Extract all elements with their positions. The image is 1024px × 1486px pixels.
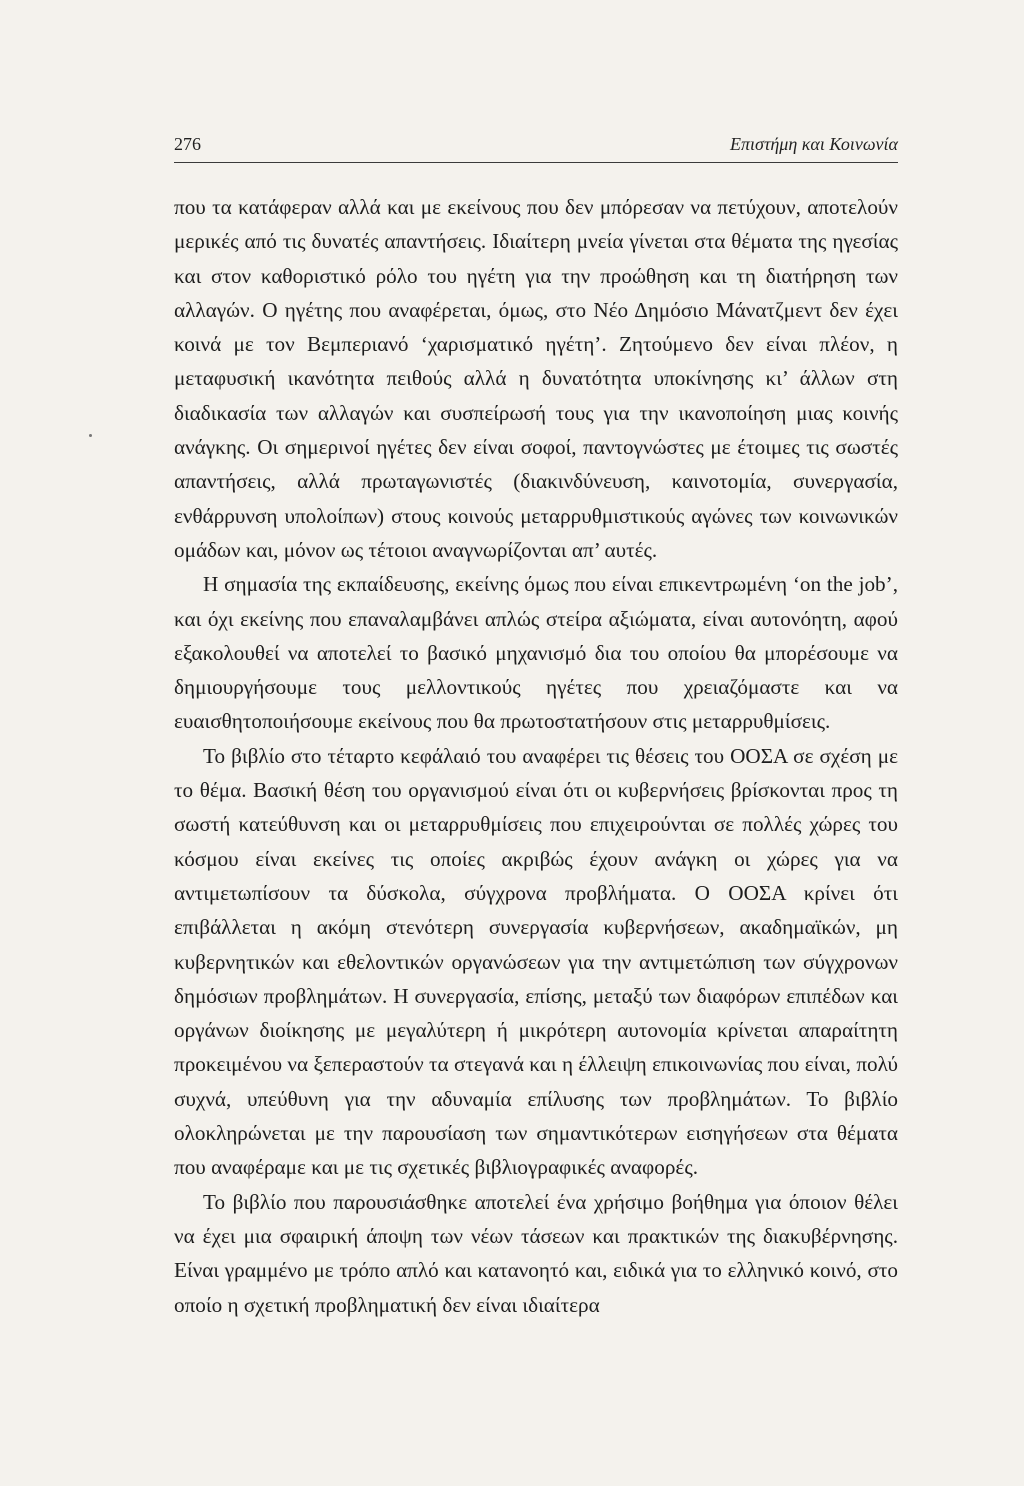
paragraph-1: που τα κατάφεραν αλλά και με εκείνους που δεν μπόρεσαν να πετύχουν, αποτελούν μερικές από τις δυνατές απαντήσεις. Ιδιαίτερη μνεία γίνεται στα θέματα της ηγεσίας και στον καθοριστικό ρόλο του ηγέτη για την προώθηση και τη διατήρηση των αλλαγών. Ο ηγέτης που αναφέρεται, όμως, στο Νέο Δημόσιο Μάνατζμεντ δεν έχει κοινά με τον Βεμπεριανό ‘χαρισματικό ηγέτη’. Ζητούμενο δεν είναι πλέον, η μεταφυσική ικανότητα πειθούς αλλά η δυνατότητα υποκίνησης κι’ άλλων στη διαδικασία των αλλαγών και συσπείρωσή τους για την ικανοποίηση μιας κοινής ανάγκης. Οι σημερινοί ηγέτες δεν είναι σοφοί, παντογνώστες με έτοιμες τις σωστές απαντήσεις, αλλά πρωταγωνιστές (διακινδύνευση, καινοτομία, συνεργασία, ενθάρρυνση υπολοίπων) στους κοινούς μεταρρυθμιστικούς αγώνες των κοινωνικών ομάδων και, μόνον ως τέτοιοι αναγνωρίζονται απ’ αυτές. xyxy=(174,195,898,562)
paragraph-3: Το βιβλίο στο τέταρτο κεφάλαιό του αναφέρει τις θέσεις του ΟΟΣΑ σε σχέση με το θέμα. Βασική θέση του οργανισμού είναι ότι οι κυβερνήσεις βρίσκονται προς τη σωστή κατεύθυνση και οι μεταρρυθμίσεις που επιχειρούνται σε πολλές χώρες του κόσμου είναι εκείνες τις οποίες ακριβώς έχουν ανάγκη οι χώρες για να αντιμετωπίσουν τα δύσκολα, σύγχρονα προβλήματα. Ο ΟΟΣΑ κρίνει ότι επιβάλλεται η ακόμη στενότερη συνεργασία κυβερνήσεων, ακαδημαϊκών, μη κυβερνητικών και εθελοντικών οργανώσεων για την αντιμετώπιση των σύγχρονων δημόσιων προβλημάτων. Η συνεργασία, επίσης, μεταξύ των διαφόρων επιπέδων και οργάνων διοίκησης με μεγαλύτερη ή μικρότερη αυτονομία κρίνεται απαραίτητη προκειμένου να ξεπεραστούν τα στεγανά και η έλλειψη επικοινωνίας που είναι, πολύ συχνά, υπεύθυνη για την αδυναμία επίλυσης των προβλημάτων. Το βιβλίο ολοκληρώνεται με την παρουσίαση των σημαντικότερων εισηγήσεων στα θέματα που αναφέραμε και με τις σχετικές βιβλιογραφικές αναφορές. xyxy=(174,743,898,1180)
paragraph-2: Η σημασία της εκπαίδευσης, εκείνης όμως που είναι επικεντρωμένη ‘on the job’, και όχι εκείνης που επαναλαμβάνει απλώς στείρα αξιώματα, είναι αυτονόητη, αφού εξακολουθεί να αποτελεί το βασικό μηχανισμό δια του οποίου θα μπορέσουμε να δημιουργήσουμε τους μελλοντικούς ηγέτες που χρειαζόμαστε και να ευαισθητοποιήσουμε εκείνους που θα πρωτοστατήσουν στις μεταρρυθμίσεις. xyxy=(174,572,898,734)
running-title: Επιστήμη και Κοινωνία xyxy=(730,134,898,154)
page-number: 276 xyxy=(174,134,201,154)
stray-mark xyxy=(89,434,92,437)
body-text xyxy=(174,190,898,1322)
page-header xyxy=(174,132,898,163)
paragraph-4: Το βιβλίο που παρουσιάσθηκε αποτελεί ένα χρήσιμο βοήθημα για όποιον θέλει να έχει μια σφαιρική άποψη των νέων τάσεων και πρακτικών της διακυβέρνησης. Είναι γραμμένο με τρόπο απλό και κατανοητό και, ειδικά για το ελληνικό κοινό, στο οποίο η σχετική προβληματική δεν είναι ιδιαίτερα xyxy=(174,1189,898,1317)
